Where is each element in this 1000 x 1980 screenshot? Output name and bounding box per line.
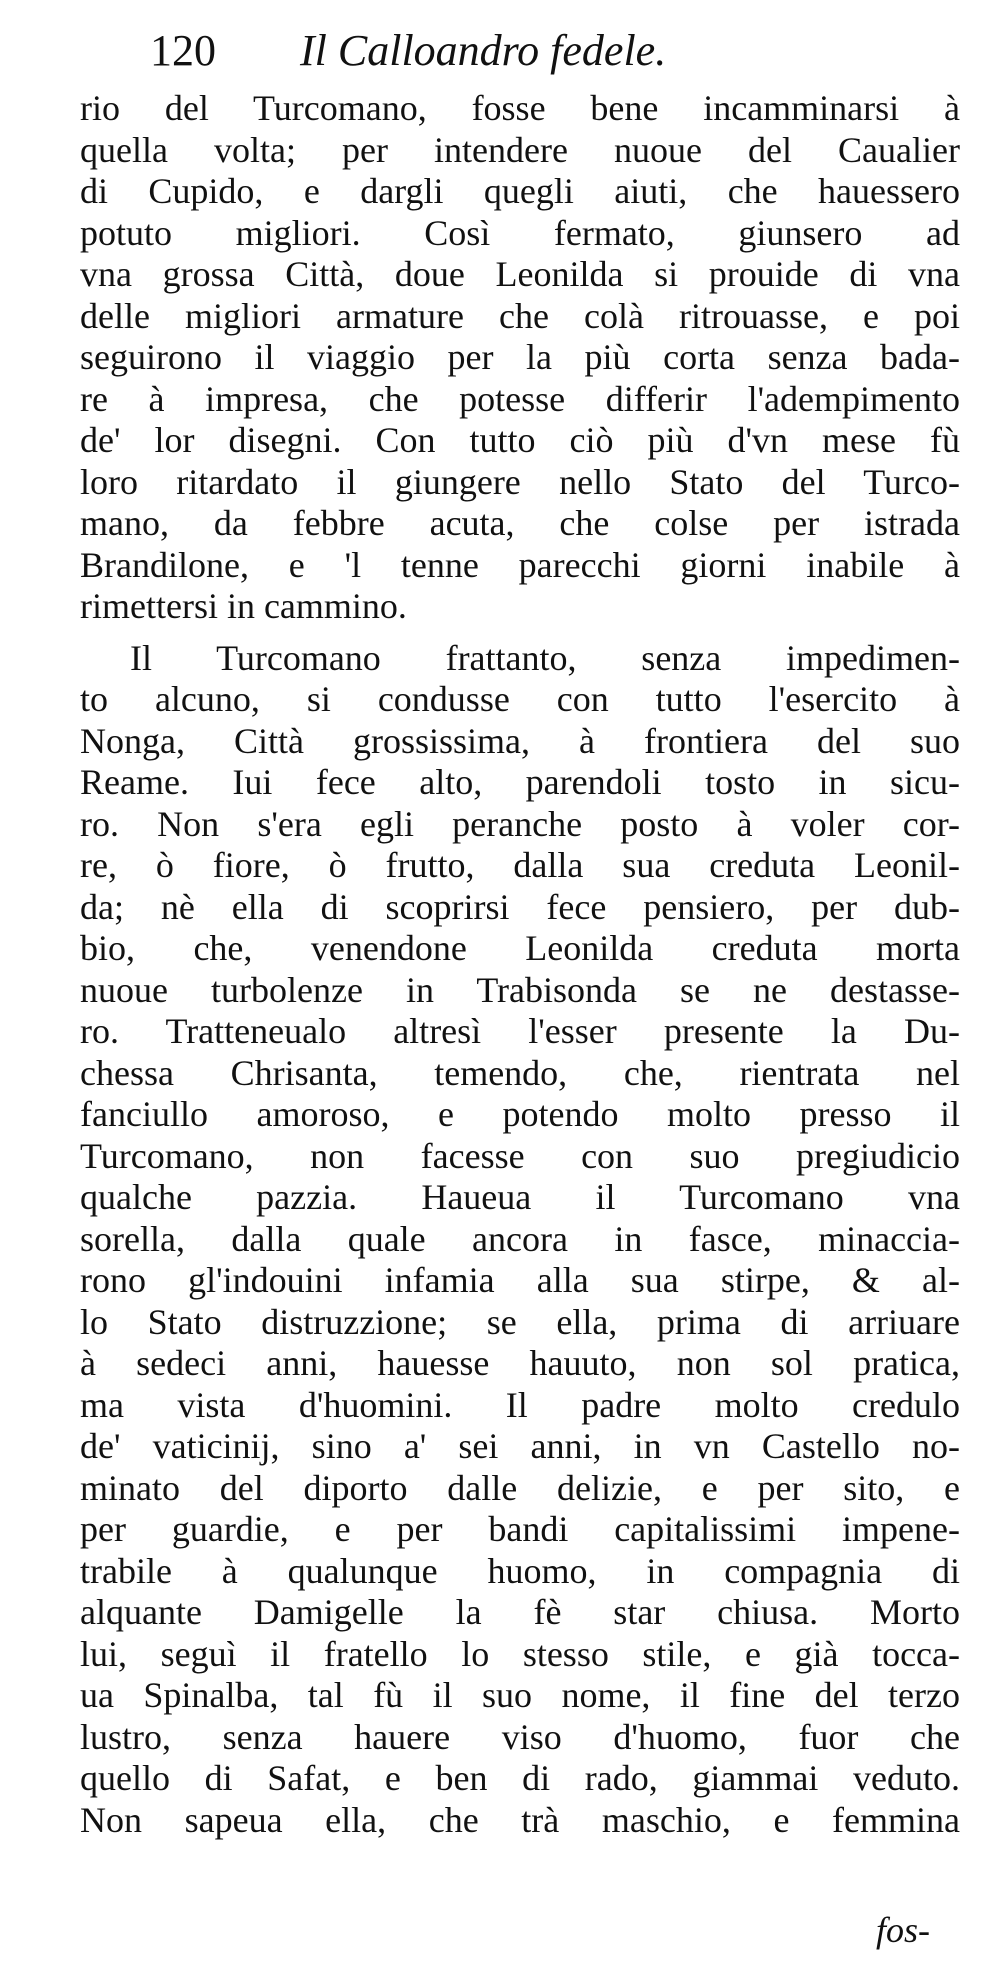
text-line: nuoue turbolenze in Trabisonda se ne destasse- xyxy=(80,969,960,1010)
text-line: à sedeci anni, hauesse hauuto, non sol pratica, xyxy=(80,1343,960,1383)
text-line: Nonga, Città grossissima, à frontiera del suo xyxy=(80,720,960,761)
text-line: Il Turcomano frattanto, senza impedimen- xyxy=(130,637,960,678)
text-line: ma vista d'huomini. Il padre molto credulo xyxy=(80,1384,960,1425)
text-line: quella volta; per intendere nuoue del Caualier xyxy=(80,129,960,170)
text-line: quello di Safat, e ben di rado, giammai veduto. xyxy=(80,1758,960,1798)
text-line: delle migliori armature che colà ritrouasse, e poi xyxy=(80,295,960,336)
text-line: Brandilone, e 'l tenne parecchi giorni inabile à xyxy=(80,544,960,585)
text-line: lui, seguì il fratello lo stesso stile, e già tocca- xyxy=(80,1633,960,1674)
text-line: lo Stato distruzzione; se ella, prima di arriuare xyxy=(80,1301,960,1342)
text-line: Non sapeua ella, che trà maschio, e femmina xyxy=(80,1799,960,1840)
text-line: alquante Damigelle la fè star chiusa. Morto xyxy=(80,1592,960,1632)
text-line: re, ò fiore, ò frutto, dalla sua creduta Leonil- xyxy=(80,845,960,885)
text-line: chessa Chrisanta, temendo, che, rientrata nel xyxy=(80,1052,960,1093)
text-line: sorella, dalla quale ancora in fasce, minaccia- xyxy=(80,1218,960,1259)
page-number: 120 xyxy=(150,26,216,75)
paragraph-gap xyxy=(80,628,960,638)
text-line: qualche pazzia. Haueua il Turcomano vna xyxy=(80,1177,960,1217)
text-line: Reame. Iui fece alto, parendoli tosto in sicu- xyxy=(80,762,960,802)
text-line: lustro, senza hauere viso d'huomo, fuor che xyxy=(80,1716,960,1757)
text-line: potuto migliori. Così fermato, giunsero ad xyxy=(80,212,960,253)
text-line: per guardie, e per bandi capitalissimi impene- xyxy=(80,1509,960,1549)
running-head: Il Calloandro fedele. xyxy=(300,26,667,75)
text-line: mano, da febbre acuta, che colse per istrada xyxy=(80,503,960,543)
text-line: to alcuno, si condusse con tutto l'esercito à xyxy=(80,679,960,719)
text-line: ro. Tratteneualo altresì l'esser presente la Du- xyxy=(80,1011,960,1051)
text-line: fanciullo amoroso, e potendo molto presso il xyxy=(80,1094,960,1134)
body-text xyxy=(80,88,960,1841)
text-line: de' lor disegni. Con tutto ciò più d'vn mese fù xyxy=(80,420,960,460)
catchword: fos- xyxy=(876,1910,930,1950)
text-line: seguirono il viaggio per la più corta senza bada- xyxy=(80,337,960,377)
text-line: rono gl'indouini infamia alla sua stirpe, & al- xyxy=(80,1260,960,1300)
text-line: loro ritardato il giungere nello Stato del Turco- xyxy=(80,461,960,502)
text-line: ua Spinalba, tal fù il suo nome, il fine del terzo xyxy=(80,1675,960,1715)
text-line: minato del diporto dalle delizie, e per sito, e xyxy=(80,1467,960,1508)
text-line: bio, che, venendone Leonilda creduta morta xyxy=(80,928,960,968)
text-line: trabile à qualunque huomo, in compagnia di xyxy=(80,1550,960,1591)
text-line: rio del Turcomano, fosse bene incamminarsi à xyxy=(80,88,960,128)
text-line: vna grossa Città, doue Leonilda si prouide di vna xyxy=(80,254,960,294)
text-line: ro. Non s'era egli peranche posto à voler cor- xyxy=(80,803,960,844)
text-line: de' vaticinij, sino a' sei anni, in vn Castello no- xyxy=(80,1426,960,1466)
page-header xyxy=(150,20,910,82)
text-line: Turcomano, non facesse con suo pregiudicio xyxy=(80,1135,960,1176)
text-line: rimettersi in cammino. xyxy=(80,586,407,626)
text-line: re à impresa, che potesse differir l'adempimento xyxy=(80,378,960,419)
text-line: di Cupido, e dargli quegli aiuti, che hauessero xyxy=(80,171,960,211)
text-line: da; nè ella di scoprirsi fece pensiero, per dub- xyxy=(80,886,960,927)
